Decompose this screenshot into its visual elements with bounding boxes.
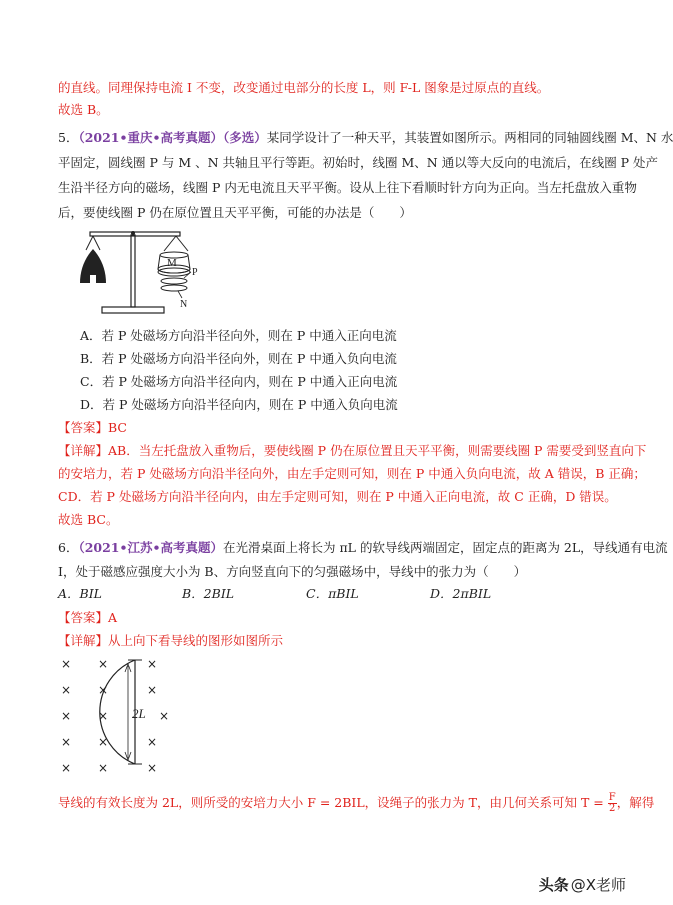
field-cross-icon: ×	[60, 761, 72, 775]
q5-tag: （多选）	[222, 130, 267, 145]
q6-line-1	[58, 540, 668, 556]
q6-option-c: C．πBIL	[306, 586, 359, 601]
balance-figure	[72, 225, 222, 325]
q6-option-a: A．BIL	[58, 586, 102, 601]
field-cross-icon: ×	[97, 709, 109, 723]
watermark-logo: 头条	[538, 876, 569, 894]
fraction-numerator: F	[608, 792, 616, 803]
field-cross-icon: ×	[97, 683, 109, 697]
field-cross-icon: ×	[97, 761, 109, 775]
q5-detail-1: 【详解】AB．当左托盘放入重物后，要使线圈 P 仍在原位置且天平平衡，则需要线圈 P 需要受到竖直向下	[58, 443, 647, 458]
coil-label-m: M	[167, 257, 177, 269]
q5-line-2: 平固定，圆线圈 P 与 M 、N 共轴且平行等距。初始时，线圈 M、N 通以等大反向的电流后，在线圈 P 处产	[58, 155, 659, 170]
top-line-1: 的直线。同理保持电流 I 不变，改变通过电部分的长度 L，则 F-L 图象是过原点的直线。	[58, 80, 550, 95]
q5-stem-1: 某同学设计了一种天平，其装置如图所示。两相同的同轴圆线圈 M、N 水	[266, 130, 673, 145]
q6-option-b: B．2BIL	[182, 586, 235, 601]
q6-detail-2-a: 导线的有效长度为 2L，则所受的安培力大小 F = 2BIL，设绳子的张力为 T，由几何关系可知 T =	[58, 795, 604, 810]
field-cross-icon: ×	[146, 761, 158, 775]
q5-option-a: A．若 P 处磁场方向沿半径向外，则在 P 中通入正向电流	[80, 328, 397, 343]
tension-fraction	[608, 793, 617, 814]
q5-line-3: 生沿半径方向的磁场，线圈 P 内无电流且天平平衡。设从上往下看顺时针方向为正向。当左托盘放入重物	[58, 180, 637, 195]
field-cross-icon: ×	[146, 735, 158, 749]
watermark	[539, 874, 626, 895]
q6-option-d: D．2πBIL	[430, 586, 492, 601]
field-cross-icon: ×	[146, 683, 158, 697]
q6-answer: 【答案】A	[58, 610, 118, 625]
q5-option-b: B．若 P 处磁场方向沿半径向外，则在 P 中通入负向电流	[80, 351, 397, 366]
q6-line-2: I，处于磁感应强度大小为 B、方向竖直向下的匀强磁场中，导线中的张力为（ ）	[58, 564, 527, 579]
watermark-text: @X老师	[570, 876, 626, 894]
q5-detail-2: 的安培力，若 P 处磁场方向沿半径向外，由左手定则可知，则在 P 中通入负向电流，故 A 错误，B 正确；	[58, 466, 646, 481]
q5-detail-3: CD．若 P 处磁场方向沿半径向内，由左手定则可知，则在 P 中通入正向电流，故 C 正确，D 错误。	[58, 489, 617, 504]
q5-source: （2021•重庆•高考真题）	[78, 130, 223, 145]
q5-number: 5．	[58, 130, 79, 145]
wire-field-figure	[55, 652, 175, 782]
q5-conclusion: 故选 BC。	[58, 512, 119, 527]
coil-label-p: P	[192, 267, 198, 278]
q5-answer: 【答案】BC	[58, 420, 127, 435]
q5-option-d: D．若 P 处磁场方向沿半径向内，则在 P 中通入负向电流	[80, 397, 398, 412]
q6-detail-1: 【详解】从上向下看导线的图形如图所示	[58, 633, 284, 648]
field-cross-icon: ×	[60, 709, 72, 723]
q5-option-c: C．若 P 处磁场方向沿半径向内，则在 P 中通入正向电流	[80, 374, 398, 389]
field-cross-icon: ×	[146, 657, 158, 671]
fraction-denominator: 2	[609, 803, 616, 814]
field-cross-icon: ×	[97, 657, 109, 671]
q6-stem-1: 在光滑桌面上将长为 πL 的软导线两端固定，固定点的距离为 2L，导线通有电流	[222, 540, 668, 555]
q6-detail-2-b: ，解得	[616, 795, 655, 810]
q5-line-4: 后，要使线圈 P 仍在原位置且天平平衡，可能的办法是（ ）	[58, 205, 412, 220]
field-cross-icon: ×	[60, 657, 72, 671]
field-cross-icon: ×	[60, 735, 72, 749]
q6-number: 6．	[58, 540, 79, 555]
field-cross-icon: ×	[159, 709, 170, 723]
q5-line-1	[58, 130, 673, 146]
distance-label-2l: 2L	[132, 706, 146, 721]
q6-detail-2	[58, 793, 654, 814]
top-line-2: 故选 B。	[58, 102, 109, 117]
field-cross-icon: ×	[60, 683, 72, 697]
q6-source: （2021•江苏•高考真题）	[78, 540, 223, 555]
field-cross-icon: ×	[97, 735, 109, 749]
coil-label-n: N	[180, 299, 188, 310]
